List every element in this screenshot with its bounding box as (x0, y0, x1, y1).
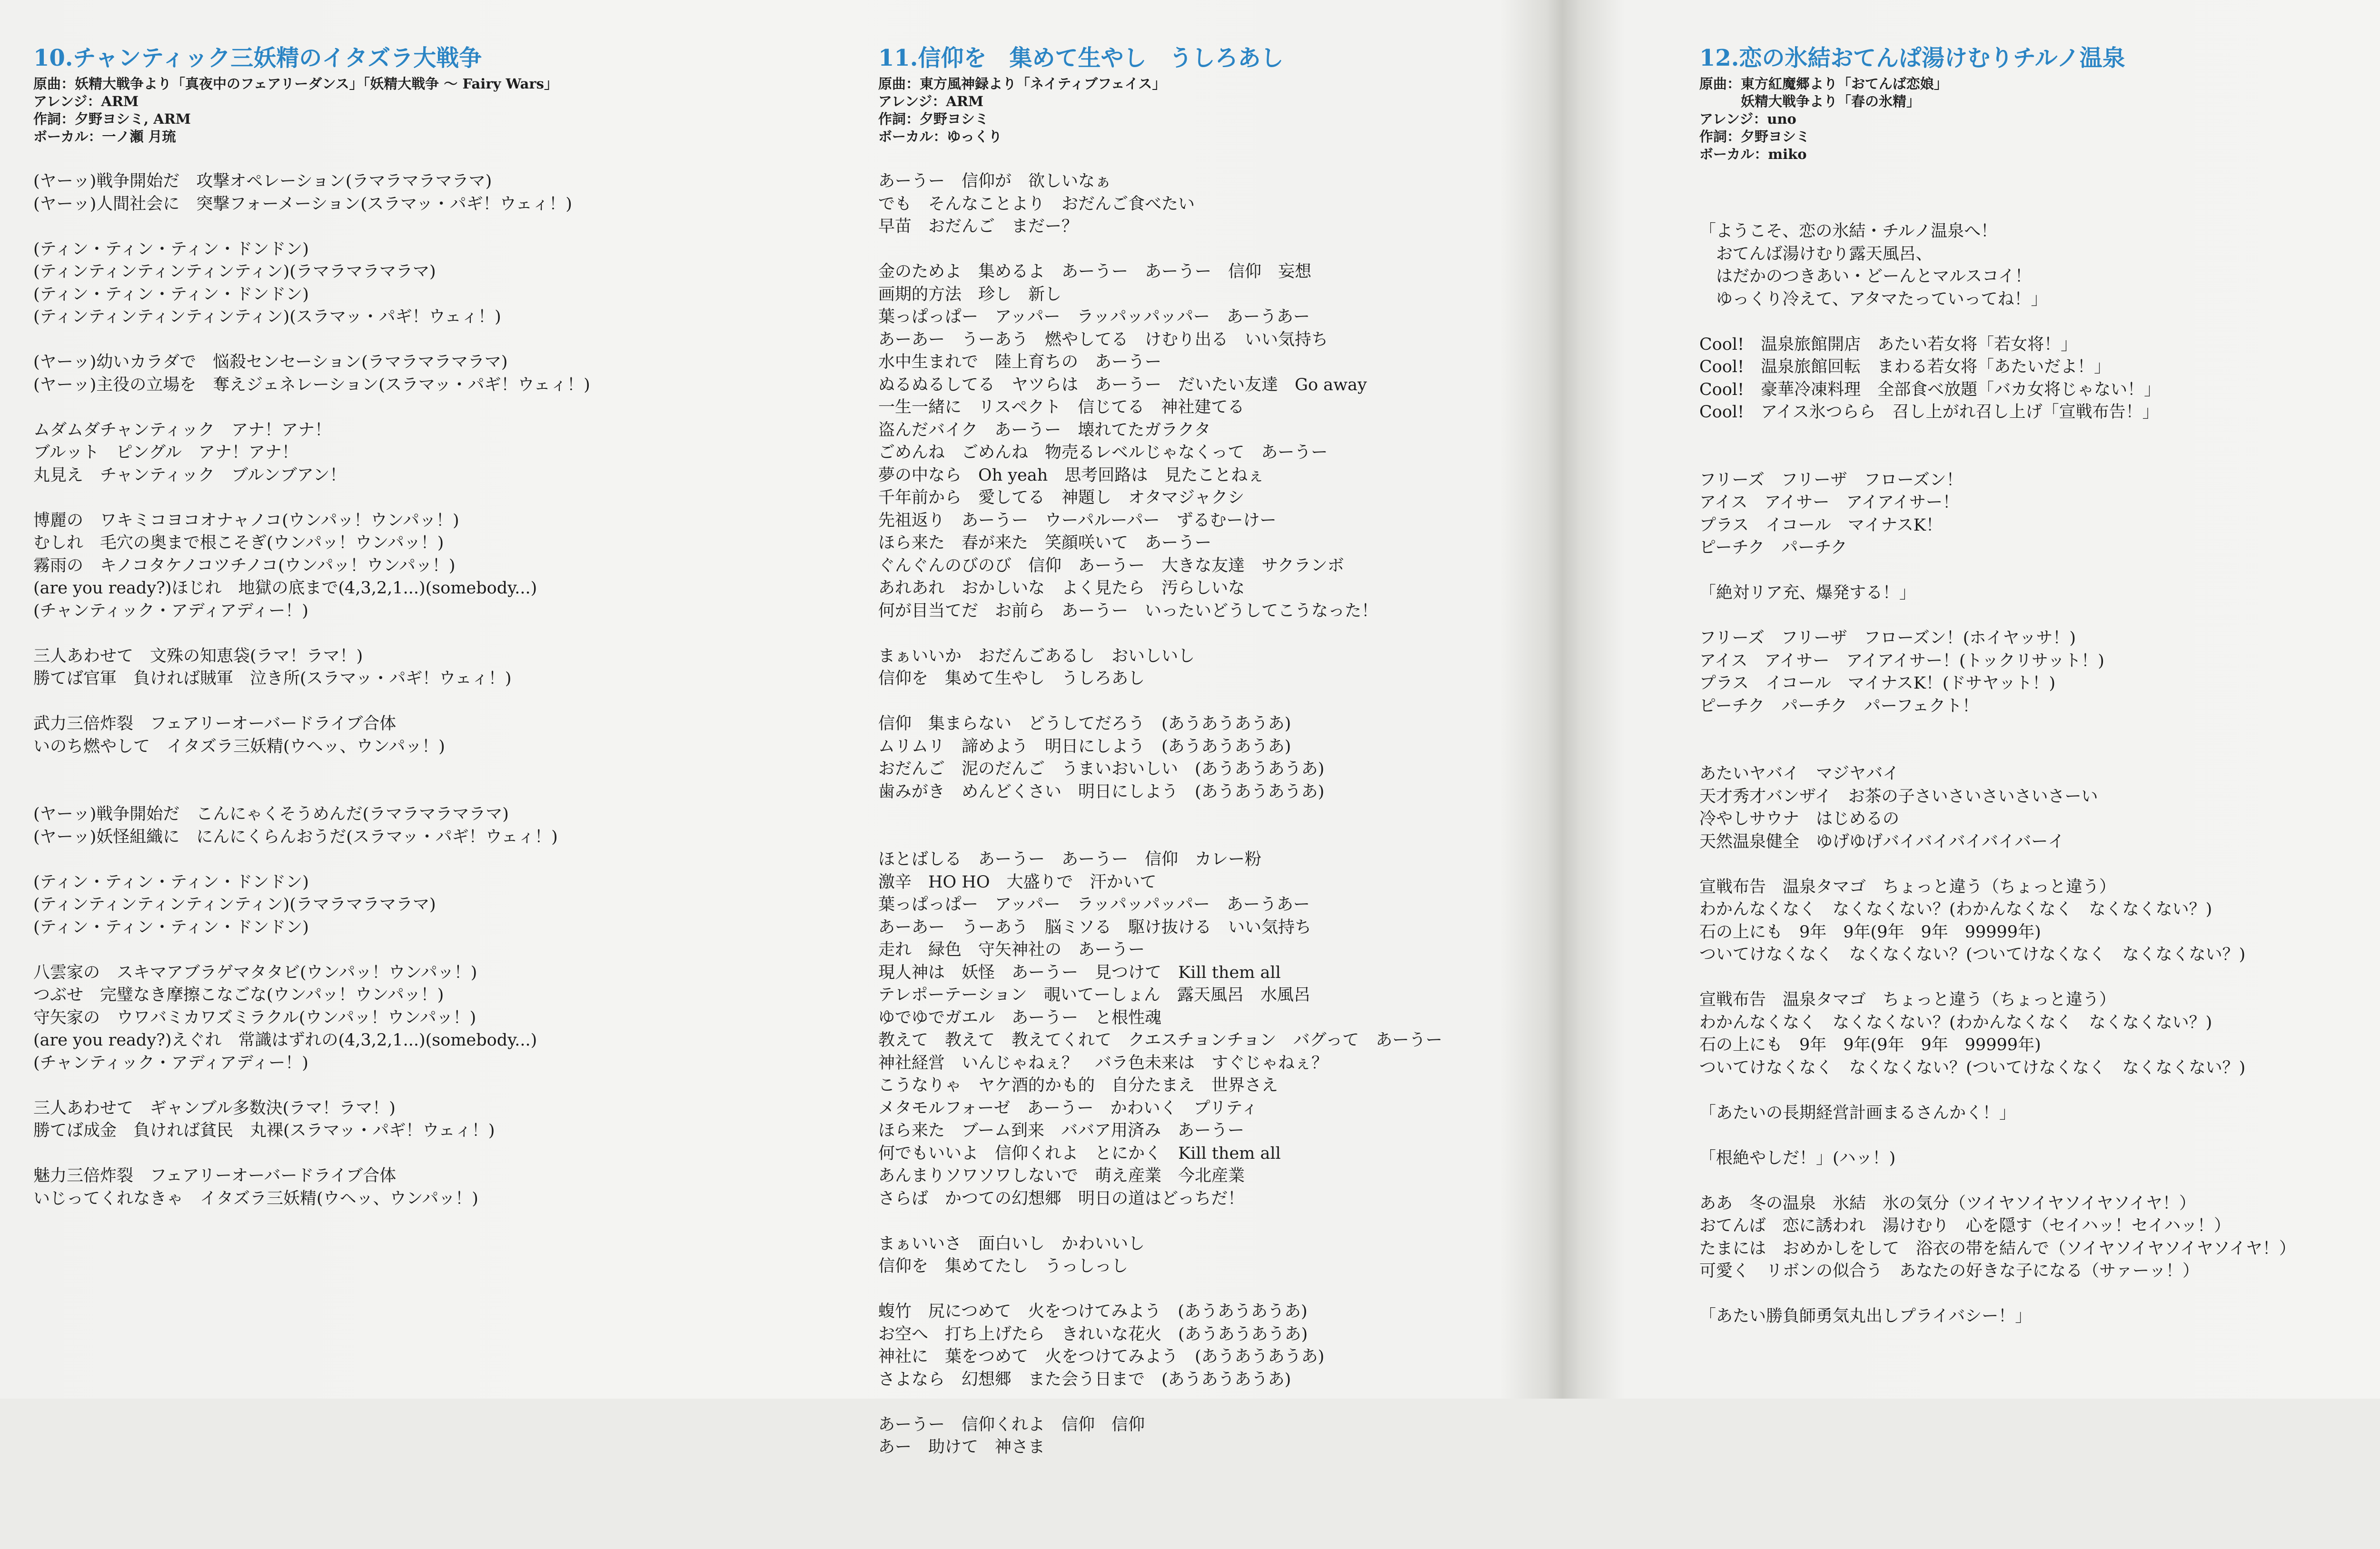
lyric-line: 何でもいいよ 信仰くれよ とにかく Kill them all (878, 1144, 1281, 1163)
lyric-line (33, 1143, 738, 1165)
lyric-line (878, 826, 1583, 849)
lyric-line: 魅力三倍炸裂 フェアリーオーバードライブ合体 (33, 1166, 397, 1185)
lyric-line: ついてけなくなく なくなくない？(ついてけなくなく なくなくない？) (1699, 945, 2246, 964)
lyric-line: ついてけなくなく なくなくない？(ついてけなくなく なくなくない？) (1699, 1058, 2246, 1077)
lyric-line (1699, 1125, 2380, 1147)
lyric-line: (are you ready?)ほじれ 地獄の底まで(4,3,2,1...)(somebody...) (33, 579, 537, 598)
lyric-line (878, 803, 1583, 826)
lyric-line: 宣戦布告 温泉タマゴ ちょっと違う（ちょっと違う） (1699, 990, 2116, 1009)
lyric-line: さらば かつての幻想郷 明日の道はどっちだ！ (878, 1189, 1245, 1208)
lyric-line (878, 238, 1583, 261)
lyric-line: 石の上にも 9年 9年(9年 9年 99999年) (1699, 922, 2041, 942)
lyric-line: いじってくれなきゃ イタズラ三妖精(ウヘッ、ウンパッ！) (33, 1189, 478, 1208)
lyric-line (1699, 424, 2380, 447)
credit-line: アレンジ：ARM (878, 93, 984, 109)
lyric-line: あんまりソワソワしないで 萌え産業 今北産業 (878, 1166, 1245, 1185)
lyric-line: ああ 冬の温泉 氷結 氷の気分（ツイヤソイヤソイヤソイヤ！） (1699, 1194, 2196, 1213)
lyric-line (1699, 605, 2380, 628)
lyric-line: (チャンティック・アディアディー！) (33, 601, 308, 621)
lyric-line: (ティン・ティン・ティン・ドンドン) (33, 872, 309, 892)
lyric-line (33, 487, 738, 510)
lyric-line: 蝮竹 尻につめて 火をつけてみよう (あうあうあうあ) (878, 1302, 1308, 1321)
lyric-line (1699, 560, 2380, 582)
lyric-line: あーあー うーあう 脳ミソる 駆け抜ける いい気持ち (878, 918, 1312, 937)
credit-line: 作詞：夕野ヨシミ (878, 111, 989, 127)
lyric-line (1699, 311, 2380, 334)
lyric-line: むしれ 毛穴の奥まで根こそぎ(ウンパッ！ウンパッ！) (33, 533, 444, 553)
song-credits (33, 75, 738, 146)
lyric-line: 「根絶やしだ！」(ハッ！) (1699, 1148, 1896, 1168)
song-credits (1699, 75, 2380, 163)
lyric-line (1699, 446, 2380, 469)
lyric-line: ゆっくり冷えて、アタマたっていってね！」 (1699, 289, 2048, 309)
lyric-line: ぬるぬるしてる ヤツらは あーうー だいたい友達 Go away (878, 375, 1367, 395)
lyric-line (33, 758, 738, 781)
lyric-line (33, 848, 738, 871)
lyric-line (1699, 853, 2380, 876)
lyric-line: 八雲家の スキマアブラゲマタタビ(ウンパッ！ウンパッ！) (33, 963, 477, 982)
credit-line: ボーカル：一ノ瀬 月琉 (33, 128, 176, 145)
lyric-line: (ヤーッ)人間社会に 突撃フォーメーション(スラマッ・パギ！ウェィ！) (33, 194, 572, 214)
song-credits (878, 75, 1583, 146)
lyric-line: Cool! 温泉旅館開店 あたい若女将「若女将！」 (1699, 335, 2078, 354)
lyric-line: 「絶対リア充、爆発する！」 (1699, 583, 1916, 602)
lyric-line: プラス イコール マイナスK！(ドサヤット！) (1699, 674, 2056, 693)
lyric-line: メタモルフォーゼ あーうー かわいく プリティ (878, 1098, 1258, 1118)
lyric-line (878, 691, 1583, 713)
lyric-line (33, 216, 738, 238)
lyric-line: お空へ 打ち上げたら きれいな花火 (あうあうあうあ) (878, 1324, 1308, 1344)
lyric-line: 博麗の ワキミコヨコオナャノコ(ウンパッ！ウンパッ！) (33, 511, 459, 530)
lyric-line: (ティン・ティン・ティン・ドンドン) (33, 285, 309, 304)
lyric-line: あー 助けて 神さま (878, 1438, 1045, 1457)
credit-line: ボーカル：miko (1699, 146, 1807, 162)
lyric-line: まぁいいさ 面白いし かわいいし (878, 1234, 1145, 1253)
lyric-line: フリーズ フリーザ フローズン！(ホイヤッサ！) (1699, 629, 2076, 648)
lyric-line: 守矢家の ウワバミカワズミラクル(ウンパッ！ウンパッ！) (33, 1008, 476, 1027)
lyric-line: 歯みがき めんどくさい 明日にしよう (あうあうあうあ) (878, 782, 1325, 801)
lyric-line: (ティンティンティンティンティン)(ラマラマラマラマ) (33, 895, 436, 914)
lyric-line: 早苗 おだんご まだー？ (878, 217, 1079, 236)
lyric-line: 勝てば成金 負ければ貧民 丸裸(スラマッ・パギ！ウェィ！) (33, 1121, 495, 1140)
lyric-line: ゆでゆでガエル あーうー と根性魂 (878, 1008, 1162, 1027)
lyric-line (878, 1391, 1583, 1414)
lyric-line: おだんご 泥のだんご うまいおいしい (あうあうあうあ) (878, 760, 1325, 779)
lyric-line (33, 1075, 738, 1097)
lyric-line: 武力三倍炸裂 フェアリーオーバードライブ合体 (33, 714, 397, 733)
lyric-line: プラス イコール マイナスK！ (1699, 515, 1943, 535)
lyric-line: 「あたい勝負師勇気丸出しプライバシー！」 (1699, 1307, 2032, 1326)
lyric-line: まぁいいか おだんごあるし おいしいし (878, 646, 1195, 666)
credit-line: 原曲：妖精大戦争より「真夜中のフェアリーダンス」「妖精大戦争 〜 Fairy Wars」 (33, 76, 558, 92)
lyric-line: ブルット ピングル アナ！アナ！ (33, 443, 298, 462)
song-title: 10.チャンティック三妖精のイタズラ大戦争 (33, 45, 482, 71)
credit-line: ボーカル：ゆっくり (878, 128, 1002, 145)
song-column-10 (33, 44, 738, 1376)
lyric-line: (ティン・ティン・ティン・ドンドン) (33, 239, 309, 259)
lyric-line: Cool! 温泉旅館回転 まわる若女将「あたいだよ！」 (1699, 357, 2111, 376)
lyric-line (1699, 1079, 2380, 1102)
lyric-line (33, 622, 738, 645)
lyric-line: 冷やしサウナ はじめるの (1699, 809, 1900, 829)
lyric-line: フリーズ フリーザ フローズン！ (1699, 470, 1963, 490)
lyric-line: 葉っぱっぱー アッパー ラッパッパッパー あーうあー (878, 307, 1310, 326)
song-title: 12.恋の氷結おてんぱ湯けむりチルノ温泉 (1699, 45, 2125, 71)
lyric-line: こうなりゃ ヤケ酒的かも的 自分たまえ 世界さえ (878, 1076, 1279, 1095)
lyric-line: アイス アイサー アイアイサー！(トックリサット！) (1699, 651, 2104, 671)
lyric-line: 葉っぱっぱー アッパー ラッパッパッパー あーうあー (878, 895, 1310, 914)
lyric-line (1699, 1283, 2380, 1306)
lyric-line: ほら来た 春が来た 笑顔咲いて あーうー (878, 533, 1212, 553)
lyric-line: わかんなくなく なくなくない？(わかんなくなく なくなくない？) (1699, 900, 2212, 919)
lyric-line: 画期的方法 珍し 新し (878, 285, 1062, 304)
lyric-line: あーうー 信仰くれよ 信仰 信仰 (878, 1415, 1145, 1434)
lyric-line: 「ようこそ、恋の氷結・チルノ温泉へ！ (1699, 222, 1998, 241)
lyric-line: 丸見え チャンティック ブルンブアン！ (33, 465, 347, 485)
lyric-line: ムダムダチャンティック アナ！アナ！ (33, 420, 332, 440)
lyric-line (878, 622, 1583, 645)
lyric-line: 夢の中なら Oh yeah 思考回路は 見たことねぇ (878, 465, 1265, 485)
lyric-line: (ティンティンティンティンティン)(ラマラマラマラマ) (33, 262, 436, 281)
lyric-line: ほら来た ブーム到来 ババア用済み あーうー (878, 1121, 1244, 1140)
lyric-line: あたいヤバイ マジヤバイ (1699, 764, 1900, 783)
lyric-line: 霧雨の キノコタケノコツチノコ(ウンパッ！ウンパッ！) (33, 556, 456, 575)
lyric-line: 一生一緒に リスペクト 信じてる 神社建てる (878, 398, 1245, 417)
lyric-line: 信仰を 集めて生やし うしろあし (878, 669, 1145, 688)
credit-line: アレンジ：uno (1699, 111, 1796, 127)
lyric-line: 「あたいの長期経営計画まるさんかく！」 (1699, 1103, 2016, 1123)
lyric-line: 何が目当てだ お前ら あーうー いったいどうしてこうなった！ (878, 601, 1378, 621)
credit-line: 原曲：東方風神録より「ネイティブフェイス」 (878, 76, 1166, 92)
lyric-line: (are you ready?)えぐれ 常識はずれの(4,3,2,1...)(somebody...) (33, 1031, 537, 1050)
lyric-line: ごめんね ごめんね 物売るレベルじゃなくって あーうー (878, 443, 1328, 462)
lyric-line: あれあれ おかしいな よく見たら 汚らしいな (878, 579, 1245, 598)
lyric-line: 千年前から 愛してる 神題し オタマジャクシ (878, 488, 1245, 507)
lyric-line: Cool! アイス氷つらら 召し上がれ召し上げ「宣戦布告！」 (1699, 403, 2159, 422)
lyric-line (1699, 1170, 2380, 1193)
lyric-line: ピーチク パーチク パーフェクト！ (1699, 696, 1979, 716)
lyric-line: 天然温泉健全 ゆげゆげバイバイバイバイバーイ (1699, 832, 2065, 851)
lyric-line: (ヤーッ)戦争開始だ こんにゃくそうめんだ(ラマラマラマラマ) (33, 805, 509, 824)
lyric-line: 現人神は 妖怪 あーうー 見つけて Kill them all (878, 963, 1281, 982)
lyric-line (878, 1210, 1583, 1233)
lyric-line: つぶせ 完璧なき摩擦こなごな(ウンパッ！ウンパッ！) (33, 986, 444, 1005)
lyric-line: 先祖返り あーうー ウーパルーパー ずるむーけー (878, 511, 1277, 530)
lyric-line: 走れ 緑色 守矢神社の あーうー (878, 940, 1145, 959)
lyric-line: 三人あわせて 文殊の知恵袋(ラマ！ラマ！) (33, 646, 363, 666)
lyric-line: 石の上にも 9年 9年(9年 9年 99999年) (1699, 1036, 2041, 1055)
lyric-line (1699, 718, 2380, 740)
lyric-line: おてんば湯けむり露天風呂、 (1699, 244, 1933, 264)
lyric-line: (ティンティンティンティンティン)(スラマッ・パギ！ウェィ！) (33, 307, 501, 326)
credit-line: アレンジ：ARM (33, 93, 139, 109)
lyric-line: 宣戦布告 温泉タマゴ ちょっと違う（ちょっと違う） (1699, 877, 2116, 897)
lyric-line: 勝てば官軍 負ければ賊軍 泣き所(スラマッ・パギ！ウェィ！) (33, 669, 512, 688)
lyric-line (33, 396, 738, 419)
lyric-line: 三人あわせて ギャンブル多数決(ラマ！ラマ！) (33, 1098, 396, 1118)
lyric-line: あーうー 信仰が 欲しいなぁ (878, 172, 1112, 191)
lyric-line (1699, 740, 2380, 763)
lyric-line: おてんば 恋に誘われ 湯けむり 心を隠す（セイハッ！セイハッ！） (1699, 1216, 2231, 1235)
credit-line: 作詞：夕野ヨシミ, ARM (33, 111, 191, 127)
lyric-line: でも そんなことより おだんご食べたい (878, 194, 1195, 214)
lyric-line: (ヤーッ)幼いカラダで 悩殺センセーション(ラマラマラマラマ) (33, 353, 508, 372)
lyric-line: (ヤーッ)妖怪組織に にんにくらんおうだ(スラマッ・パギ！ウェィ！) (33, 827, 558, 847)
lyric-line: 盗んだバイク あーうー 壊れてたガラクタ (878, 420, 1211, 440)
lyric-line: 天才秀才バンザイ お茶の子さいさいさいさいさーい (1699, 787, 2098, 806)
credit-line: 妖精大戦争より「春の氷精」 (1699, 93, 1921, 109)
lyric-line: さよなら 幻想郷 また会う日まで (あうあうあうあ) (878, 1370, 1291, 1389)
lyric-line (1699, 967, 2380, 989)
lyric-line: アイス アイサー アイアイサー！ (1699, 493, 1960, 512)
lyric-line: Cool! 豪華冷凍料理 全部食べ放題「バカ女将じゃない！」 (1699, 380, 2161, 399)
lyric-line: 金のためよ 集めるよ あーうー あーうー 信仰 妄想 (878, 262, 1312, 281)
lyric-line: 激辛 HO HO 大盛りで 汗かいて (878, 872, 1157, 892)
song-lyrics (33, 170, 738, 1210)
song-title: 11.信仰を 集めて生やし うしろあし (878, 45, 1284, 71)
lyric-line: ぐんぐんのびのび 信仰 あーうー 大きな友達 サクランボ (878, 556, 1344, 575)
song-lyrics (878, 170, 1583, 1459)
lyric-line: (チャンティック・アディアディー！) (33, 1053, 308, 1073)
lyric-line: ピーチク パーチク (1699, 538, 1847, 557)
lyric-line: たまには おめかしをして 浴衣の帯を結んで（ソイヤソイヤソイヤソイヤ！） (1699, 1239, 2296, 1258)
lyric-line: 可愛く リボンの似合う あなたの好きな子になる（サァーッ！） (1699, 1262, 2200, 1281)
lyric-line: わかんなくなく なくなくない？(わかんなくなく なくなくない？) (1699, 1013, 2212, 1032)
lyric-line: はだかのつきあい・どーんとマルスコイ！ (1699, 267, 2032, 286)
lyric-line: 神社に 葉をつめて 火をつけてみよう (あうあうあうあ) (878, 1347, 1325, 1366)
lyric-line: 信仰を 集めてたし うっしっし (878, 1257, 1129, 1276)
lyric-line: (ティン・ティン・ティン・ドンドン) (33, 918, 309, 937)
song-column-12 (1699, 44, 2380, 1376)
lyric-line: いのち燃やして イタズラ三妖精(ウヘッ、ウンパッ！) (33, 737, 445, 756)
lyric-line: 水中生まれで 陸上育ちの あーうー (878, 353, 1162, 372)
lyric-line: ムリムリ 諦めよう 明日にしよう (あうあうあうあ) (878, 737, 1291, 756)
song-lyrics (1699, 220, 2380, 1328)
lyric-line: (ヤーッ)戦争開始だ 攻撃オペレーション(ラマラマラマラマ) (33, 172, 492, 191)
lyric-line: ほとばしる あーうー あーうー 信仰 カレー粉 (878, 850, 1262, 869)
lyric-line: あーあー うーあう 燃やしてる けむり出る いい気持ち (878, 330, 1329, 349)
lyric-line: テレポーテーション 覗いてーしょん 露天風呂 水風呂 (878, 986, 1310, 1005)
lyric-line (33, 691, 738, 713)
lyric-line (33, 329, 738, 352)
song-column-11 (878, 44, 1583, 1457)
lyric-line (878, 1278, 1583, 1301)
lyric-line: 信仰 集まらない どうしてだろう (あうあうあうあ) (878, 714, 1291, 733)
lyric-line: 教えて 教えて 教えてくれて クエスチョンチョン バグって あーうー (878, 1031, 1443, 1050)
lyric-line (33, 939, 738, 962)
credit-line: 作詞：夕野ヨシミ (1699, 128, 1810, 145)
lyric-line: (ヤーッ)主役の立場を 奪えジェネレーション(スラマッ・パギ！ウェィ！) (33, 375, 590, 395)
credit-line: 原曲：東方紅魔郷より「おてんば恋娘」 (1699, 76, 1948, 92)
lyric-line: 神社経営 いんじゃねぇ？ バラ色未来は すぐじゃねぇ？ (878, 1053, 1329, 1073)
lyric-line (33, 781, 738, 804)
